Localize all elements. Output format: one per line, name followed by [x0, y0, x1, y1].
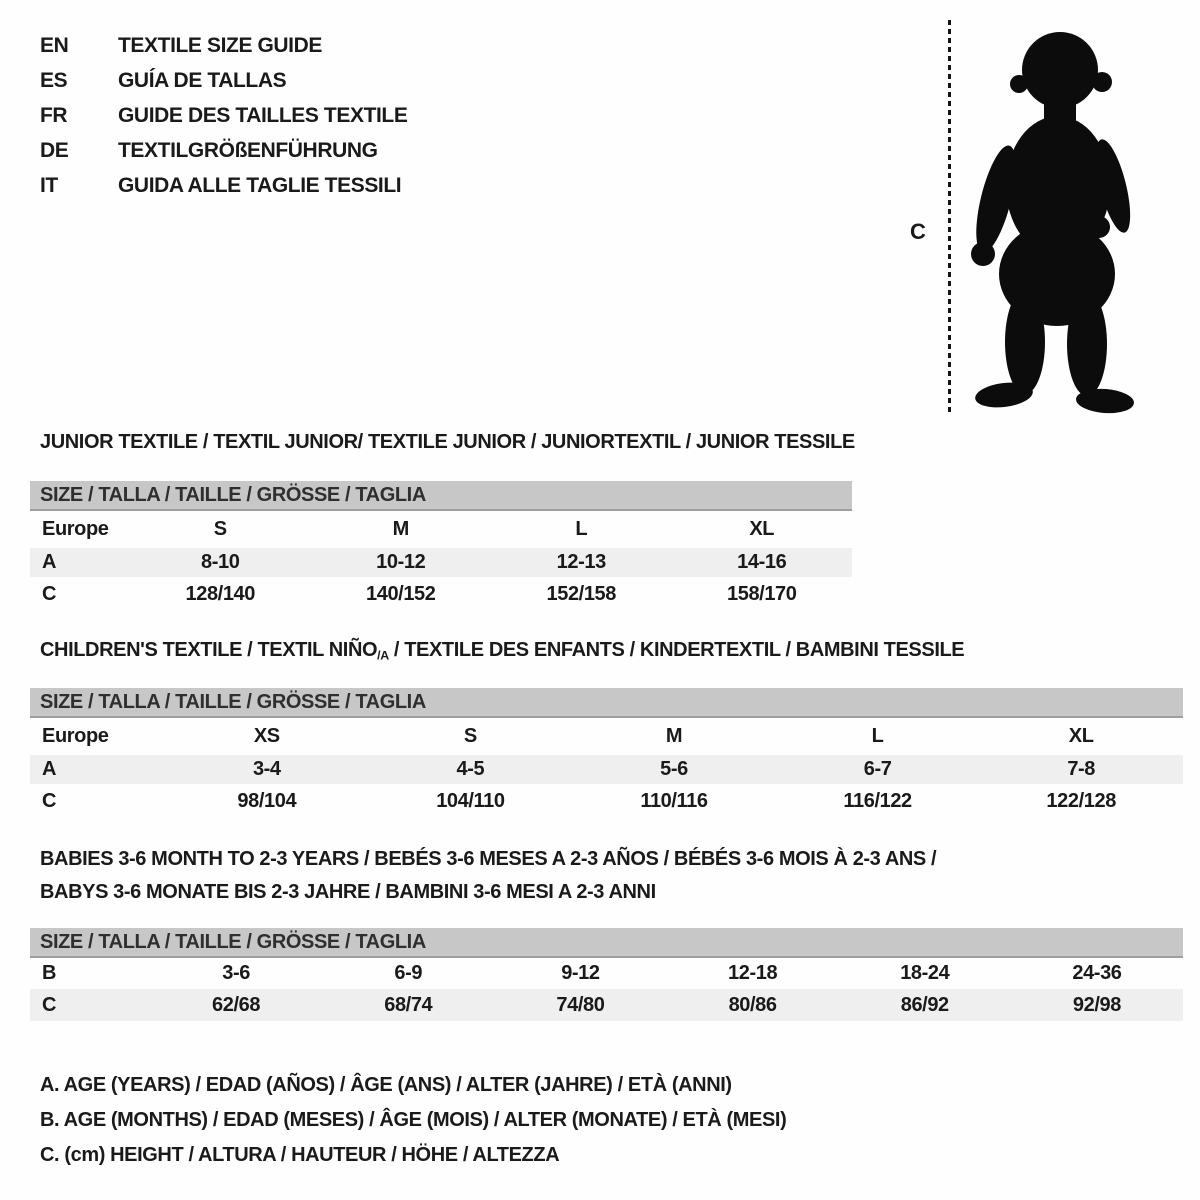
- language-row: [40, 28, 407, 63]
- language-row: [40, 98, 407, 133]
- guide-title: GUIDA ALLE TAGLIE TESSILI: [118, 173, 402, 197]
- guide-title: TEXTILGRÖßENFÜHRUNG: [118, 138, 378, 162]
- table-cell: XS: [253, 725, 280, 747]
- language-title-list: [40, 28, 407, 203]
- row-label: C: [42, 582, 57, 605]
- language-code: FR: [40, 103, 68, 127]
- table-row: [30, 989, 1183, 1021]
- table-cell: 104/110: [436, 789, 505, 812]
- table-cell: XL: [749, 518, 775, 540]
- legend-line-c: C. (cm) HEIGHT / ALTURA / HAUTEUR / HÖHE / ALTEZZA: [40, 1144, 560, 1166]
- guide-title: GUIDE DES TAILLES TEXTILE: [118, 103, 408, 127]
- guide-title: TEXTILE SIZE GUIDE: [118, 33, 322, 57]
- row-label: A: [42, 758, 57, 780]
- table-cell: 14-16: [737, 551, 787, 573]
- table-cell: M: [392, 518, 409, 540]
- height-measure-label: C: [910, 219, 926, 244]
- size-header-bar: SIZE / TALLA / TAILLE / GRÖSSE / TAGLIA: [30, 928, 1183, 958]
- toddler-silhouette-icon: [956, 14, 1148, 416]
- row-label: C: [42, 993, 57, 1016]
- row-label: Europe: [42, 518, 109, 540]
- language-row: [40, 63, 407, 98]
- children-heading-prefix: CHILDREN'S TEXTILE / TEXTIL NIÑO: [40, 639, 378, 661]
- table-cell: 6-7: [863, 758, 892, 780]
- children-heading-subscript: /A: [377, 648, 389, 663]
- table-cell: 10-12: [376, 551, 426, 573]
- table-cell: 140/152: [366, 582, 436, 605]
- table-cell: 152/158: [546, 582, 616, 605]
- row-label: C: [42, 789, 57, 812]
- table-cell: 8-10: [201, 551, 240, 573]
- table-cell: 110/116: [640, 789, 708, 812]
- children-section-heading: [40, 639, 964, 662]
- babies-section-heading-line2: BABYS 3-6 MONATE BIS 2-3 JAHRE / BAMBINI 3-6 MESI A 2-3 ANNI: [40, 881, 656, 903]
- size-header-bar: SIZE / TALLA / TAILLE / GRÖSSE / TAGLIA: [30, 688, 1183, 718]
- table-row: [30, 784, 1183, 818]
- row-label: Europe: [42, 725, 109, 747]
- table-cell: 116/122: [843, 789, 912, 812]
- measure-legend: [40, 1068, 786, 1173]
- children-heading-suffix: / TEXTILE DES ENFANTS / KINDERTEXTIL / BAMBINI TESSILE: [388, 639, 965, 661]
- table-cell: M: [665, 725, 683, 747]
- babies-section-heading-line1: BABIES 3-6 MONTH TO 2-3 YEARS / BEBÉS 3-6 MESES A 2-3 AÑOS / BÉBÉS 3-6 MOIS À 2-3 ANS /: [40, 848, 937, 870]
- table-cell: XL: [1068, 725, 1094, 747]
- children-size-table: [30, 688, 1183, 818]
- language-row: [40, 133, 407, 168]
- table-cell: 74/80: [556, 993, 605, 1016]
- language-row: [40, 168, 407, 203]
- table-cell: 3-6: [222, 962, 250, 984]
- table-cell: 122/128: [1046, 789, 1116, 812]
- row-label: A: [42, 551, 57, 573]
- table-cell: L: [871, 725, 884, 747]
- table-cell: 128/140: [185, 582, 255, 605]
- table-row: [30, 511, 852, 548]
- table-cell: S: [213, 518, 227, 540]
- table-row: [30, 958, 1183, 989]
- table-cell: 98/104: [237, 789, 297, 812]
- table-cell: 18-24: [900, 962, 950, 984]
- table-cell: 92/98: [1072, 993, 1121, 1016]
- row-label: B: [42, 962, 57, 984]
- table-cell: 7-8: [1067, 758, 1096, 780]
- legend-line-a: A. AGE (YEARS) / EDAD (AÑOS) / ÂGE (ANS) / ALTER (JAHRE) / ETÀ (ANNI): [40, 1074, 732, 1096]
- table-cell: 80/86: [728, 993, 777, 1016]
- table-row: [30, 755, 1183, 784]
- language-code: ES: [40, 68, 68, 92]
- junior-size-table: [30, 481, 852, 611]
- language-code: EN: [40, 33, 69, 57]
- language-code: DE: [40, 138, 69, 162]
- babies-size-table: [30, 928, 1183, 1021]
- height-measure-dashed-line: [948, 20, 951, 416]
- table-cell: 6-9: [394, 962, 423, 984]
- table-cell: 9-12: [561, 962, 600, 984]
- guide-title: GUÍA DE TALLAS: [118, 68, 287, 92]
- table-cell: 12-13: [556, 551, 606, 573]
- legend-line-b: B. AGE (MONTHS) / EDAD (MESES) / ÂGE (MOIS) / ALTER (MONATE) / ETÀ (MESI): [40, 1109, 787, 1131]
- table-cell: 3-4: [252, 758, 281, 780]
- table-cell: 4-5: [456, 758, 485, 780]
- table-cell: 68/74: [384, 993, 433, 1016]
- language-code: IT: [40, 173, 58, 197]
- table-cell: 24-36: [1072, 962, 1122, 984]
- table-cell: 62/68: [212, 993, 261, 1016]
- table-cell: 158/170: [727, 582, 797, 605]
- table-cell: L: [575, 518, 588, 540]
- table-cell: 12-18: [728, 962, 778, 984]
- size-header-bar: SIZE / TALLA / TAILLE / GRÖSSE / TAGLIA: [30, 481, 852, 511]
- table-cell: 86/92: [900, 993, 949, 1016]
- table-cell: S: [463, 725, 477, 747]
- table-cell: 5-6: [660, 758, 688, 780]
- table-row: [30, 718, 1183, 755]
- table-row: [30, 577, 852, 611]
- table-row: [30, 548, 852, 577]
- junior-section-heading: JUNIOR TEXTILE / TEXTIL JUNIOR/ TEXTILE JUNIOR / JUNIORTEXTIL / JUNIOR TESSILE: [40, 431, 855, 453]
